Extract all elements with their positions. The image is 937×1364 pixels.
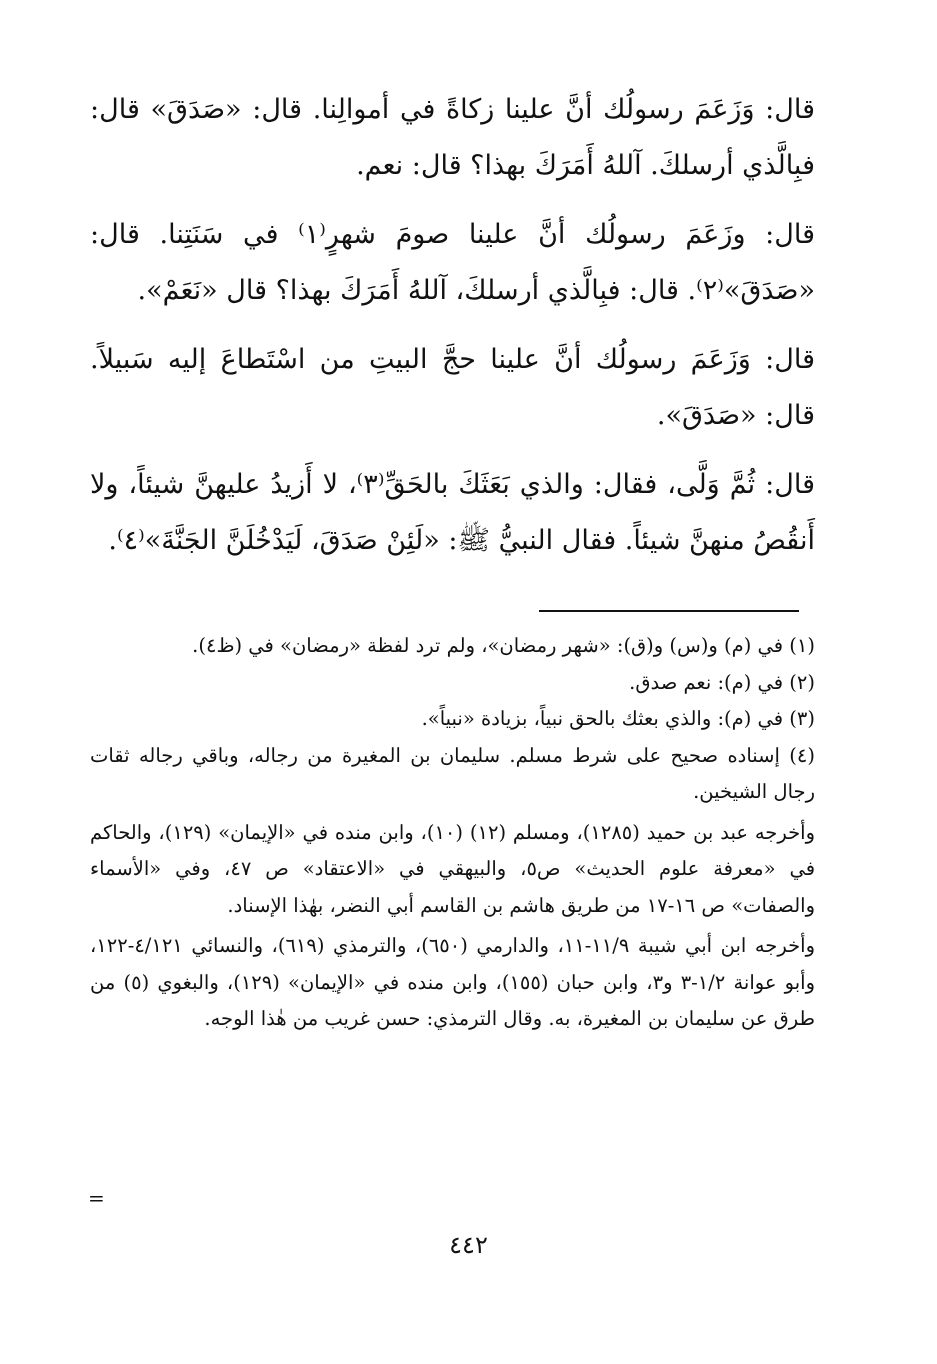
footnotes — [90, 628, 815, 1038]
main-paragraph-3: قال: وَزَعَمَ رسولُك أنَّ علينا حجَّ البيتِ من اسْتَطاعَ إليه سَبيلاً. قال: «صَدَقَ». — [90, 344, 815, 431]
footnote-1: (١) في (م) و(س) و(ق): «شهر رمضان»، ولم ترد لفظة «رمضان» في (ظ٤). — [192, 634, 815, 657]
footnote-4: (٤) إسناده صحيح على شرط مسلم. سليمان بن المغيرة من رجاله، وباقي رجاله ثقات رجال الشيخين. — [90, 743, 815, 803]
main-paragraph-1: قال: وَزَعَمَ رسولُك أنَّ علينا زكاةً في أموالِنا. قال: «صَدَقَ» قال: فبِالَّذي أرسلكَ. آللهُ أَمَرَكَ بهذا؟ قال: نعم. — [90, 94, 815, 181]
main-paragraph-4: قال: ثُمَّ وَلَّى، فقال: والذي بَعَثَكَ بالحَقِّ⁽٣⁾، لا أَزيدُ عليهنَّ شيئاً، ولا أَنقُصُ منهنَّ شيئاً. فقال النبيُّ ﷺ: «لَئِنْ صَدَقَ، لَيَدْخُلَنَّ الجَنَّةَ»⁽٤⁾. — [90, 469, 815, 556]
continuation-mark: = — [88, 1186, 105, 1210]
footnote-separator — [539, 610, 799, 612]
page-number: ٤٤٢ — [449, 1231, 488, 1259]
footnote-3: (٣) في (م): والذي بعثك بالحق نبياً، بزيادة «نبياً». — [421, 707, 815, 730]
main-paragraph-2: قال: وزَعَمَ رسولُك أنَّ علينا صومَ شهرٍ⁽١⁾ في سَنَتِنا. قال: «صَدَقَ»⁽٢⁾. قال: فبِالَّذي أرسلكَ، آللهُ أَمَرَكَ بهذا؟ قال «نَعَمْ». — [90, 219, 815, 306]
main-text — [90, 82, 815, 582]
footnote-2: (٢) في (م): نعم صدق. — [629, 670, 815, 694]
footnote-4-sources-2: وأخرجه ابن أبي شيبة ١١/٩-١١، والدارمي (٦٥٠)، والترمذي (٦١٩)، والنسائي ٤/١٢١-١٢٢، وأبو عوانة ١/٢-٣ و٣، وابن حبان (١٥٥)، وابن منده في «الإيمان» (١٢٩)، والبغوي (٥) من طرق عن سليمان بن المغيرة، به. وقال الترمذي: حسن غريب من هٰذا الوجه. — [90, 934, 815, 1030]
footnote-4-sources-1: وأخرجه عبد بن حميد (١٢٨٥)، ومسلم (١٢) (١٠)، وابن منده في «الإيمان» (١٢٩)، والحاكم في «معرفة علوم الحديث» ص٥، والبيهقي في «الاعتقاد» ص ٤٧، وفي «الأسماء والصفات» ص ١٦-١٧ من طريق هاشم بن القاسم أبي النضر، بهٰذا الإسناد. — [90, 820, 816, 917]
